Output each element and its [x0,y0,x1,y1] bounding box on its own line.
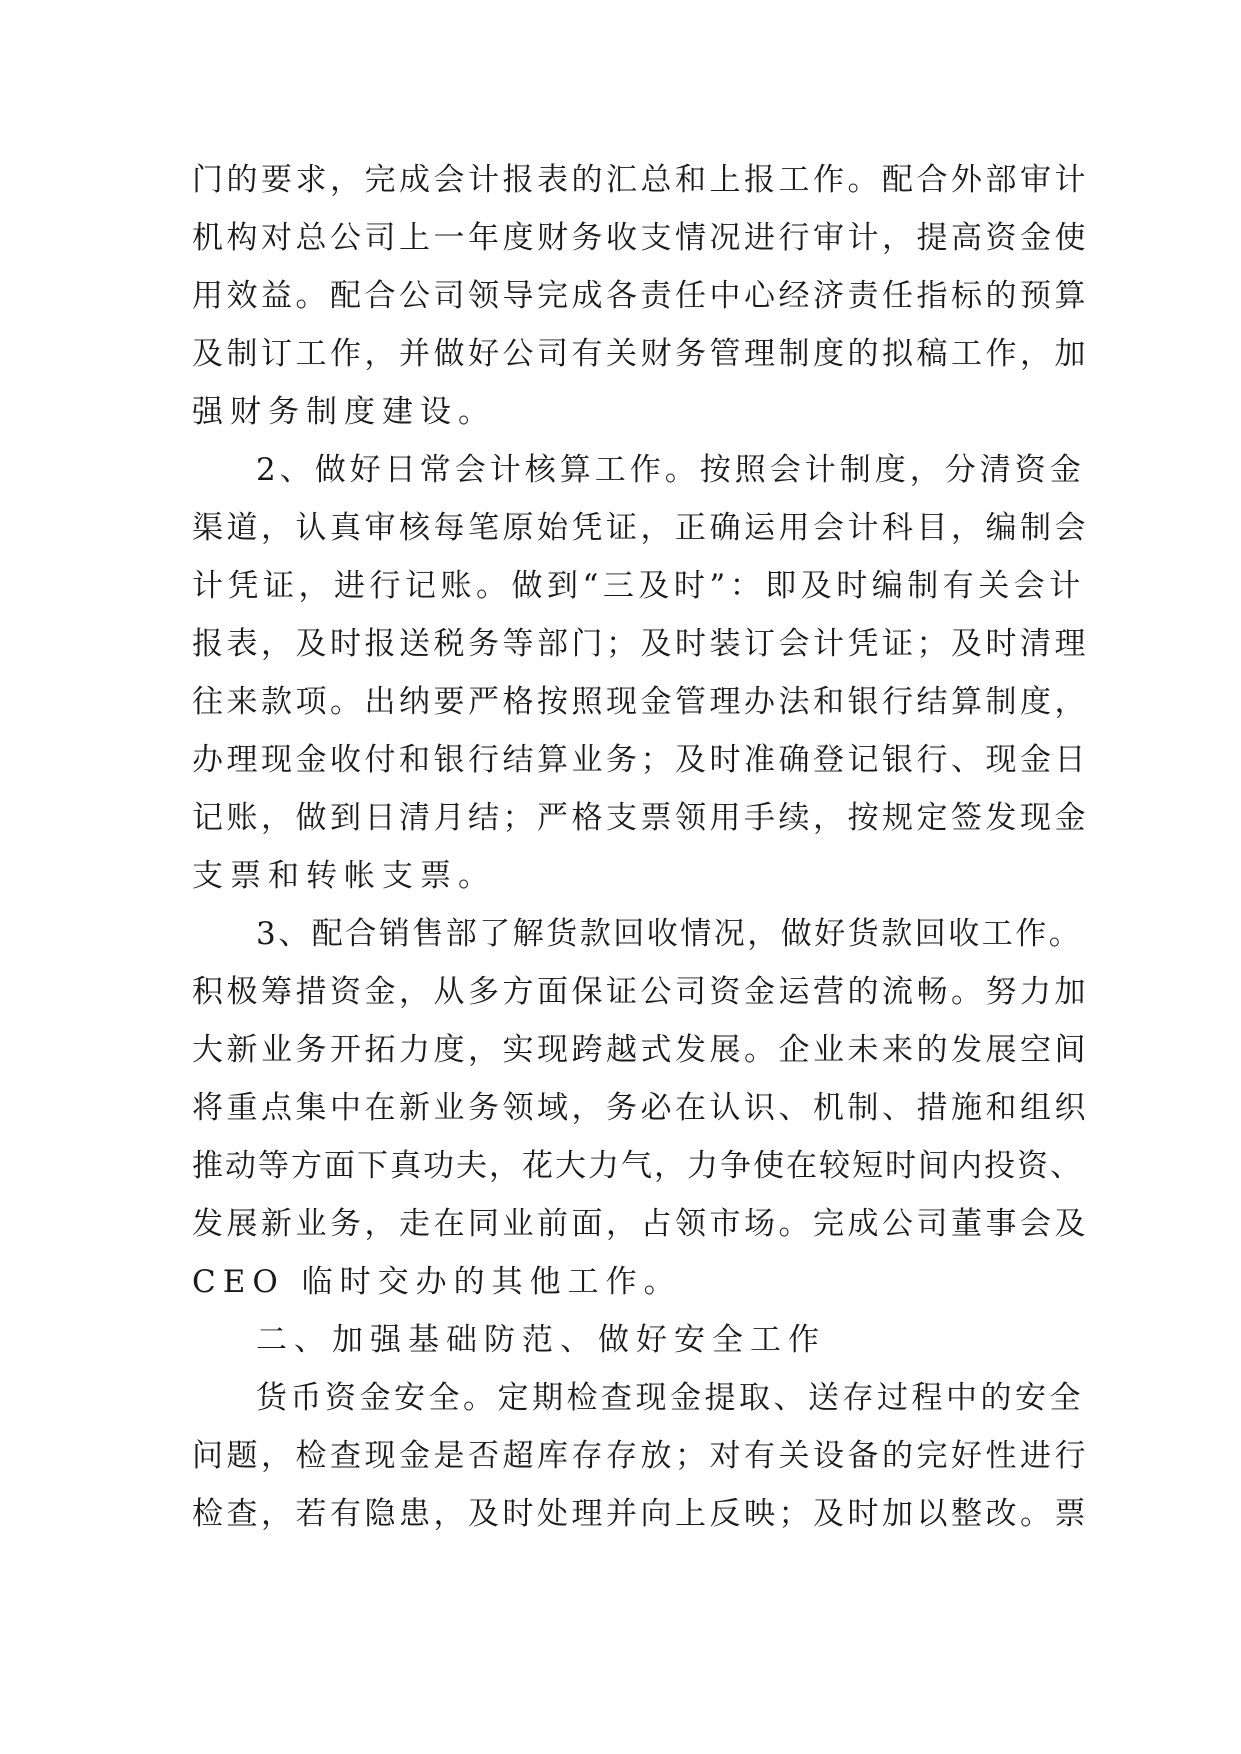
text-line: 计凭证，进行记账。做到“三及时”：即及时编制有关会计 [192,568,1085,604]
text-line: 机构对总公司上一年度财务收支情况进行审计，提高资金使 [192,220,1089,256]
text-line: 强财务制度建设。 [192,394,496,430]
text-line: 及制订工作，并做好公司有关财务管理制度的拟稿工作，加 [192,336,1089,372]
text-line: 门的要求，完成会计报表的汇总和上报工作。配合外部审计 [192,162,1089,198]
text-line: 发展新业务，走在同业前面，占领市场。完成公司董事会及 [192,1206,1089,1242]
text-line: CEO 临时交办的其他工作。 [192,1264,682,1300]
text-line: 办理现金收付和银行结算业务；及时准确登记银行、现金日 [192,742,1089,778]
text-line: 货币资金安全。定期检查现金提取、送存过程中的安全 [256,1380,1084,1416]
text-line: 报表，及时报送税务等部门；及时装订会计凭证；及时清理 [192,626,1089,662]
text-line: 检查，若有隐患，及时处理并向上反映；及时加以整改。票 [192,1496,1089,1532]
text-line: 往来款项。出纳要严格按照现金管理办法和银行结算制度， [192,684,1089,720]
text-line: 推动等方面下真功夫，花大力气，力争使在较短时间内投资、 [192,1148,1083,1184]
text-line: 记账，做到日清月结；严格支票领用手续，按规定签发现金 [192,800,1089,836]
text-line: 用效益。配合公司领导完成各责任中心经济责任指标的预算 [192,278,1089,314]
text-line: 2、做好日常会计核算工作。按照会计制度，分清资金 [256,452,1085,488]
text-line: 积极筹措资金，从多方面保证公司资金运营的流畅。努力加 [192,974,1089,1010]
text-line: 渠道，认真审核每笔原始凭证，正确运用会计科目，编制会 [192,510,1089,546]
text-line: 3、配合销售部了解货款回收情况，做好货款回收工作。 [256,916,1083,952]
text-line: 支票和转帐支票。 [192,858,496,894]
text-line: 问题，检查现金是否超库存存放；对有关设备的完好性进行 [192,1438,1089,1474]
text-line: 大新业务开拓力度，实现跨越式发展。企业未来的发展空间 [192,1032,1089,1068]
text-line: 将重点集中在新业务领域，务必在认识、机制、措施和组织 [192,1090,1089,1126]
section-heading: 二、加强基础防范、做好安全工作 [256,1322,826,1358]
